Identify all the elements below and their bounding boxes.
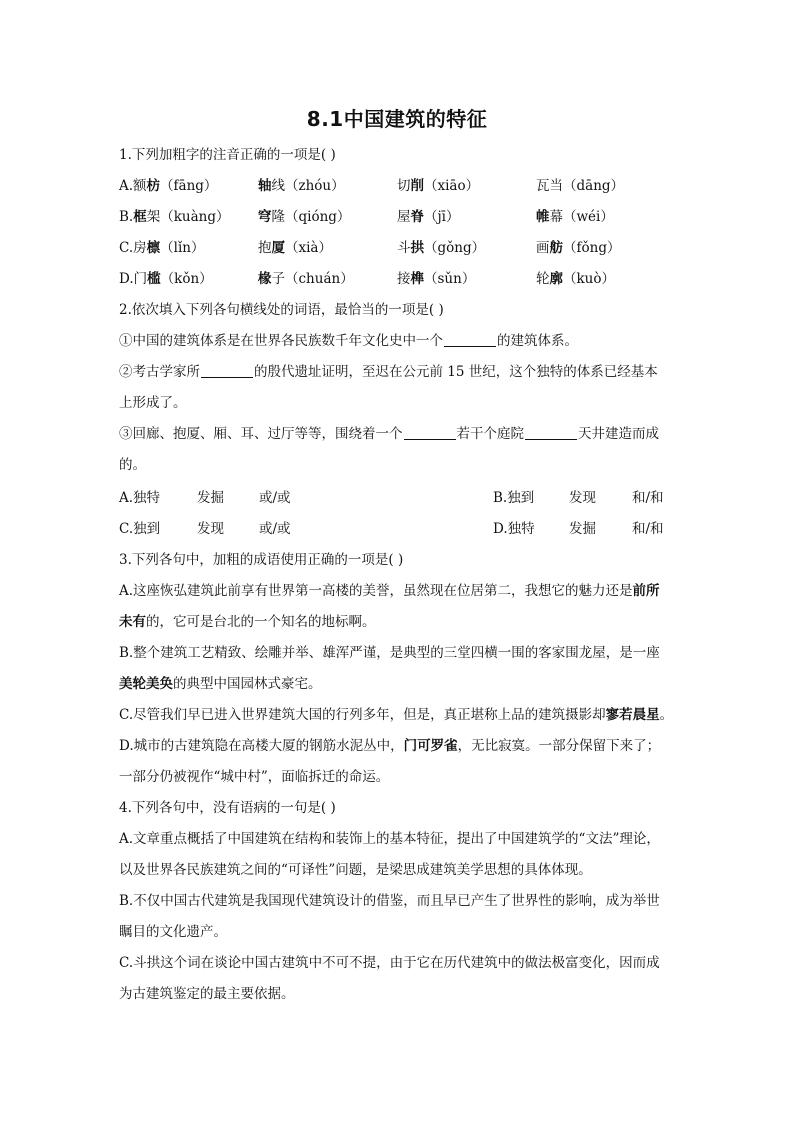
q3-option-d: D.城市的古建筑隐在高楼大厦的钢筋水泥丛中，门可罗雀，无比寂寞。一部分保留下来了； xyxy=(119,738,661,754)
q2-sentence-1: ①中国的建筑体系是在世界各民族数千年文化史中一个 的建筑体系。 xyxy=(119,333,578,349)
q1-option-b1: B.框架（kuàng） xyxy=(119,209,230,225)
q2-option-d-word3: 和/和 xyxy=(632,521,664,537)
q3-option-b: B.整个建筑工艺精致、绘雕并举、雄浑严谨，是典型的三堂四横一围的客家围龙屋，是一座 xyxy=(119,645,660,661)
q1-option-d1: D.门槛（kǒn） xyxy=(119,271,213,287)
q2-sentence-2-cont: 上形成了。 xyxy=(119,395,187,411)
fill-blank[interactable] xyxy=(525,425,577,440)
q2-option-c-word3: 或/或 xyxy=(259,521,291,537)
q3-option-b-cont: 美轮美奂的典型中国园林式豪宅。 xyxy=(119,676,322,692)
q1-stem: 1.下列加粗字的注音正确的一项是( ) xyxy=(119,147,336,163)
q1-option-b2: 穹隆（qióng） xyxy=(258,209,351,225)
q4-option-c-cont: 为古建筑鉴定的最主要依据。 xyxy=(119,986,295,1002)
q1-option-a3: 切削（xiāo） xyxy=(397,178,480,194)
q1-option-d3: 接榫（sǔn） xyxy=(397,271,476,287)
q2-option-c-word2: 发现 xyxy=(197,521,224,537)
q2-sentence-3-cont: 的。 xyxy=(119,457,146,473)
q4-stem: 4.下列各句中，没有语病的一句是( ) xyxy=(119,800,336,816)
q2-option-a-word3: 或/或 xyxy=(259,490,291,506)
fill-blank[interactable] xyxy=(404,425,456,440)
q2-sentence-3: ③回廊、抱厦、厢、耳、过厅等等，围绕着一个 若干个庭院 天井建造而成 xyxy=(119,426,659,442)
q1-option-c2: 抱厦（xià） xyxy=(258,240,332,256)
q1-option-b3: 屋脊（jī） xyxy=(397,209,460,225)
q2-stem: 2.依次填入下列各句横线处的词语，最恰当的一项是( ) xyxy=(119,302,444,318)
fill-blank[interactable] xyxy=(201,363,253,378)
q4-option-a-cont: 以及世界各民族建筑之间的“可译性”问题，是梁思成建筑美学思想的具体体现。 xyxy=(119,862,592,878)
q1-option-d2: 椽子（chuán） xyxy=(258,271,354,287)
q1-option-b4: 帷幕（wéi） xyxy=(536,209,614,225)
q4-option-c: C.斗拱这个词在谈论中国古建筑中不可不提，由于它在历代建筑中的做法极富变化，因而成 xyxy=(119,955,660,971)
q2-option-b-word2: 发现 xyxy=(569,490,596,506)
q4-option-a: A.文章重点概括了中国建筑在结构和装饰上的基本特征，提出了中国建筑学的“文法”理论， xyxy=(119,831,660,847)
q3-option-d-cont: 一部分仍被视作“城中村”，面临拆迁的命运。 xyxy=(119,769,390,785)
q2-option-b-word3: 和/和 xyxy=(632,490,664,506)
q2-option-d: D.独特 xyxy=(493,521,535,537)
q1-option-c1: C.房檩（lǐn） xyxy=(119,240,205,256)
q2-option-b: B.独到 xyxy=(493,490,535,506)
q2-option-c: C.独到 xyxy=(119,521,161,537)
q1-option-a2: 轴线（zhóu） xyxy=(258,178,345,194)
q3-stem: 3.下列各句中，加粗的成语使用正确的一项是( ) xyxy=(119,552,404,568)
q3-option-a-cont: 未有的，它可是台北的一个知名的地标啊。 xyxy=(119,614,376,630)
q4-option-b-cont: 瞩目的文化遗产。 xyxy=(119,924,227,940)
q1-option-c4: 画舫（fǒng） xyxy=(536,240,621,256)
q2-option-a-word2: 发掘 xyxy=(197,490,224,506)
q1-option-c3: 斗拱（gǒng） xyxy=(397,240,486,256)
q1-option-d4: 轮廓（kuò） xyxy=(536,271,616,287)
q2-sentence-2: ②考古学家所 的殷代遗址证明，至迟在公元前 15 世纪，这个独特的体系已经基本 xyxy=(119,364,658,380)
q3-option-a: A.这座恢弘建筑此前享有世界第一高楼的美誉，虽然现在位居第二，我想它的魅力还是前所 xyxy=(119,583,660,599)
q4-option-b: B.不仅中国古代建筑是我国现代建筑设计的借鉴，而且早已产生了世界性的影响，成为举世 xyxy=(119,893,660,909)
page-title: 8.1中国建筑的特征 xyxy=(306,107,488,131)
fill-blank[interactable] xyxy=(444,332,496,347)
q1-option-a1: A.额枋（fāng） xyxy=(119,178,218,194)
q3-option-c: C.尽管我们早已进入世界建筑大国的行列多年，但是，真正堪称上品的建筑摄影却寥若晨星。 xyxy=(119,707,674,723)
q1-option-a4: 瓦当（dāng） xyxy=(536,178,625,194)
q2-option-a: A.独特 xyxy=(119,490,161,506)
q2-option-d-word2: 发掘 xyxy=(569,521,596,537)
